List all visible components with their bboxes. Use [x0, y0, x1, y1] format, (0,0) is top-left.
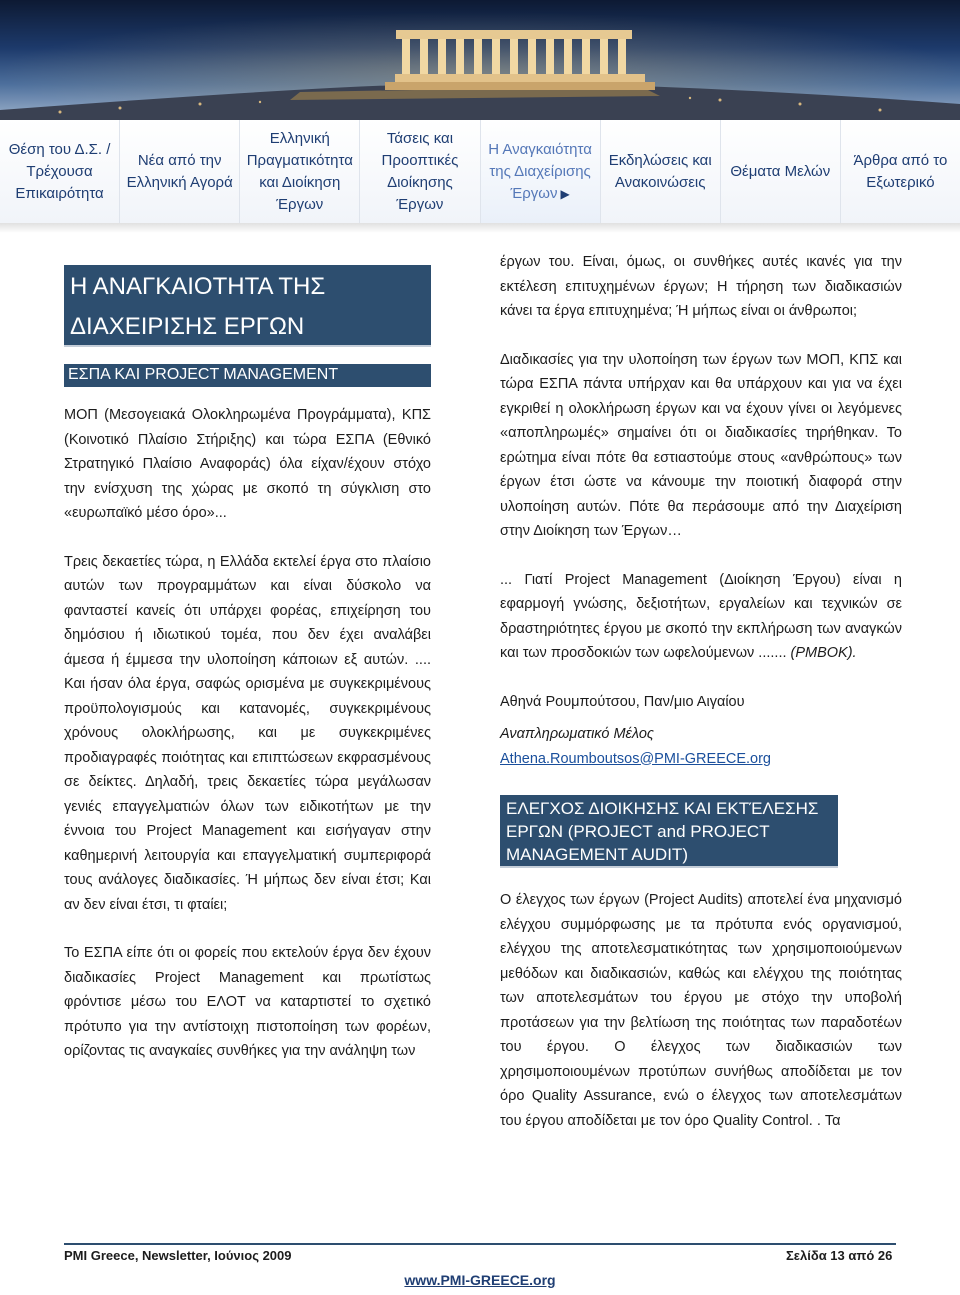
quote-source: (PMBOK). [790, 645, 857, 661]
nav-tab-foreign-articles[interactable] [841, 120, 960, 223]
audit-section-heading: ΕΛΕΓΧΟΣ ΔΙΟΙΚΗΣΗΣ ΚΑΙ ΕΚΤΈΛΕΣΗΣ ΕΡΓΩΝ (PROJECT and PROJECT MANAGEMENT AUDIT) [500, 795, 838, 868]
nav-tab-label: Εκδηλώσεις και Ανακοινώσεις [608, 151, 712, 191]
footer-newsletter: PMI Greece, Newsletter, Ιούνιος 2009 [64, 1248, 292, 1263]
article-title: Η ΑΝΑΓΚΑΙΟΤΗΤΑ ΤΗΣ ΔΙΑΧΕΙΡΙΣΗΣ ΕΡΓΩΝ [64, 265, 431, 347]
paragraph: Τρεις δεκαετίες τώρα, η Ελλάδα εκτελεί έργα στο πλαίσιο αυτών των προγραμμάτων και είναι δύσκολο να φανταστεί κανείς ότι υπάρχει φορέας, επιχείρηση του δημόσιου ή ιδιωτικού τομέα, που δεν έχει αναλάβει άμεσα ή έμμεσα την υλοποίηση κάποιων εξ αυτών. .... Και ήσαν όλα έργα, σαφώς ορισμένα με συγκεκριμένους προϋπολογισμούς και κατανομές, συγκεκριμένους χρόνους ολοκλήρωσης, και με συγκεκριμένες προδιαγραφές ποιότητας και επιπτώσεων εκφρασμένους σε δείκτες. Δηλαδή, τρεις δεκαετίες τώρα μεγάλωσαν γενιές επαγγελματιών όλων των ειδικοτήτων με την έννοια του Project Management και εισήγαγαν στην καθημερινή λειτουργία και επαγγελματική συμπεριφορά τους ανάλογες διαδικασίες. Ή μήπως δεν είναι έτσι; Και αν δεν είναι έτσι, τι φταίει; [64, 553, 431, 913]
paragraph: Διαδικασίες για την υλοποίηση των έργων των ΜΟΠ, ΚΠΣ και τώρα ΕΣΠΑ πάντα υπήρχαν και θα υπάρχουν και για να έχει εγκριθεί η ολοκλήρωση έργων και να έχουν γίνει οι λεγόμενες «αποπληρωμές» σημαίνει ότι οι διαδικασίες τηρήθηκαν. Το ερώτημα είναι πότε θα εστιαστούμε στους «ανθρώπους» των έργων έτσι ώστε να κάνουμε την ποιοτική διαφορά στην υλοποίηση αυτών. Πότε θα περάσουμε από την Διαχείριση στην Διοίκηση των Έργων… [500, 351, 902, 539]
author-email-link[interactable]: Athena.Roumboutsos@PMI-GREECE.org [500, 750, 771, 767]
footer-website-link[interactable]: www.PMI-GREECE.org [404, 1272, 556, 1288]
nav-tab-label: Θέση του Δ.Σ. / Τρέχουσα Επικαιρότητα [8, 140, 111, 202]
quote-text: ... Γιατί Project Management (Διοίκηση Έργου) είναι η εφαρμογή γνώσης, δεξιοτήτων, εργαλείων και τεχνικών σε δραστηριότητες έργου με σκοπό την εκπλήρωση των αναγκών και των προσδοκιών των ωφελούμενων ....... [500, 571, 902, 661]
right-column [500, 250, 902, 1133]
header-banner-image [0, 0, 960, 120]
nav-tab-label: Νέα από την Ελληνική Αγορά [126, 151, 233, 191]
footer-divider [64, 1243, 896, 1245]
nav-tab-greek-market[interactable] [120, 120, 240, 223]
nav-tab-necessity-active[interactable] [481, 120, 601, 223]
section-nav [0, 120, 960, 223]
author-name: Αθηνά Ρουμπούτσου, Παν/μιο Αιγαίου [500, 693, 745, 710]
paragraph: Ο έλεγχος των έργων (Project Audits) αποτελεί ένα μηχανισμό ελέγχου συμμόρφωσης με τα πρότυπα ενός οργανισμού, ελέγχου της αποτελεσματικότητας των χρησιμοποιούμενων μεθόδων και διαδικασιών, καθώς και ελέγχου της ποιότητας των αποτελεσμάτων του έργου με στόχο την υποβολή προτάσεων για την βελτίωση της ποιότητας των παραδοτέων του έργου. Ο έλεγχος των διαδικασιών των χρησιμοποιουμένων προτύπων συνήθως αποδίδεται με τον όρο Quality Assurance, ενώ ο έλεγχος των αποτελεσμάτων του έργου αποδίδεται με τον όρο Quality Control. . Τα [500, 892, 902, 1129]
nav-tab-label: Άρθρα από το Εξωτερικό [853, 151, 948, 191]
left-column [64, 250, 431, 1064]
section-subtitle: ΕΣΠΑ ΚΑΙ PROJECT MANAGEMENT [64, 364, 431, 387]
nav-tab-trends[interactable] [360, 120, 480, 223]
pmbok-quote [500, 568, 902, 666]
nav-tab-label: Ελληνική Πραγματικότητα και Διοίκηση Έργων [246, 129, 353, 213]
play-arrow-icon: ▶ [560, 186, 570, 201]
nav-tab-greek-reality[interactable] [240, 120, 360, 223]
footer-page-number: Σελίδα 13 από 26 [786, 1248, 893, 1263]
author-role: Αναπληρωματικό Μέλος [500, 726, 654, 742]
nav-tab-board-position[interactable] [0, 120, 120, 223]
paragraph: ΜΟΠ (Μεσογειακά Ολοκληρωμένα Προγράμματα), ΚΠΣ (Κοινοτικό Πλαίσιο Στήριξης) και τώρα ΕΣΠΑ (Εθνικό Στρατηγικό Πλαίσιο Αναφοράς) όλα είχαν/έχουν στόχο την ενίσχυση της χώρας με σκοπό τη σύγκλιση στο «ευρωπαϊκό μέσο όρο»... [64, 407, 431, 521]
nav-tab-label: Θέματα Μελών [730, 162, 831, 180]
nav-tab-label: Η Αναγκαιότητα της Διαχείρισης Έργων [488, 140, 592, 202]
nav-divider [0, 223, 960, 233]
nav-tab-members[interactable] [721, 120, 841, 223]
acropolis-illustration [0, 0, 960, 120]
nav-tab-label: Τάσεις και Προοπτικές Διοίκησης Έργων [381, 129, 459, 213]
author-block [500, 722, 902, 771]
nav-tab-events[interactable] [601, 120, 721, 223]
paragraph: έργων του. Είναι, όμως, οι συνθήκες αυτές ικανές για την εκτέλεση επιτυχημένων έργων; Η τήρηση των διαδικασιών κάνει τα έργα επιτυχημένα; Ή μήπως είναι οι άνθρωποι; [500, 254, 902, 319]
paragraph: Το ΕΣΠΑ είπε ότι οι φορείς που εκτελούν έργα δεν έχουν διαδικασίες Project Management και πρωτίστως φρόντισε μέσω του ΕΛΟΤ να καταρτιστεί το σχετικό πρότυπο για την αντίστοιχη πιστοποίηση των φορέων, ορίζοντας τις αναγκαίες συνθήκες για την ανάληψη των [64, 945, 431, 1059]
